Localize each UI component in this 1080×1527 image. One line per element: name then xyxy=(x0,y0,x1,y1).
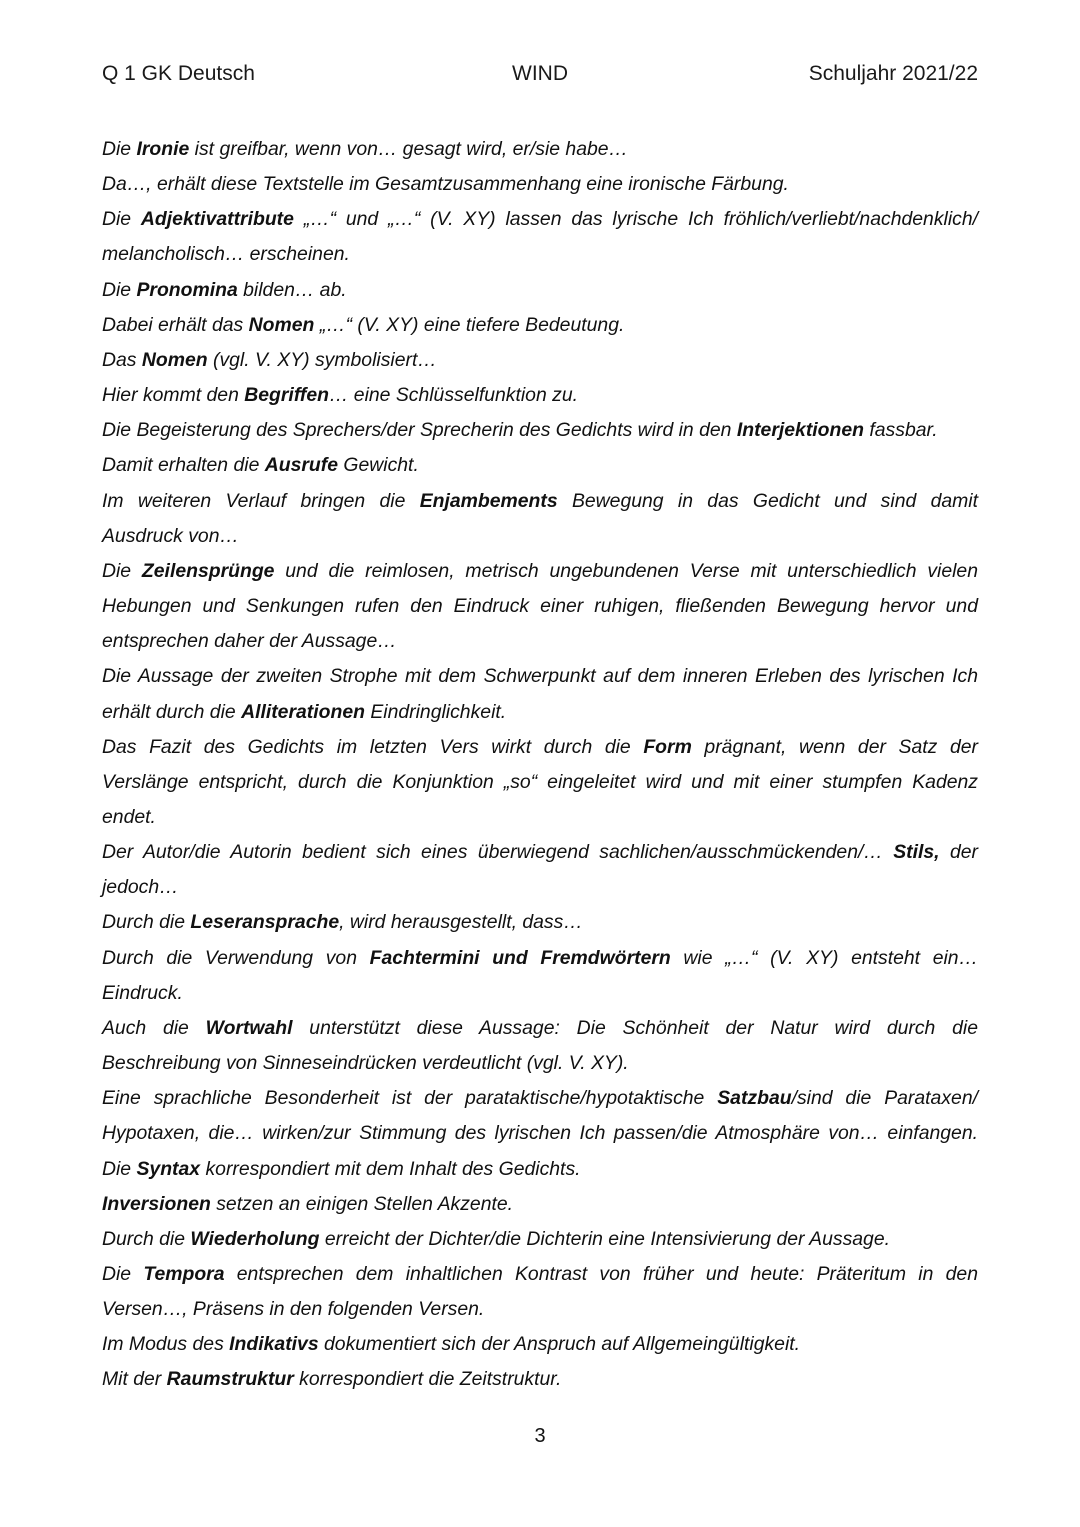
text-line xyxy=(102,941,978,976)
text-line xyxy=(102,1081,978,1116)
text-run: fassbar. xyxy=(864,419,938,442)
text-run: Der Autor/die Autorin bedient sich eines überwiegend sachlichen/ausschmückenden/… xyxy=(102,841,894,864)
bold-term: Indikativs xyxy=(229,1333,319,1356)
text-run: Da…, erhält diese Textstelle im Gesamtzusammenhang eine ironische Färbung. xyxy=(102,173,789,196)
text-line xyxy=(102,484,978,519)
bold-term: Zeilensprünge xyxy=(141,559,275,582)
text-run: Durch die Verwendung von xyxy=(102,946,370,969)
text-line xyxy=(102,659,978,694)
text-run: jedoch… xyxy=(102,876,179,899)
text-line xyxy=(102,1327,978,1362)
text-run: erhält durch die xyxy=(102,700,242,723)
bold-term: Ironie xyxy=(136,138,190,160)
text-line xyxy=(102,1116,978,1151)
text-line xyxy=(102,1362,978,1397)
bold-term: Inversionen xyxy=(102,1192,211,1215)
text-run: Verslänge entspricht, durch die Konjunktion „so“ eingeleitet wird und mit einer stumpfen Kadenz xyxy=(102,770,978,793)
text-line xyxy=(102,589,978,624)
text-run: Hebungen und Senkungen rufen den Eindruck einer ruhigen, fließenden Bewegung hervor und xyxy=(102,595,978,618)
text-run: Eindringlichkeit. xyxy=(364,700,507,723)
text-line xyxy=(102,976,978,1011)
text-line xyxy=(102,1222,978,1257)
course-label: Q 1 GK Deutsch xyxy=(102,62,255,85)
text-run: Dabei erhält das xyxy=(102,313,249,336)
bold-term: Enjambements xyxy=(419,489,558,512)
text-run: bilden… ab. xyxy=(237,278,347,301)
document-title: WIND xyxy=(512,62,568,85)
text-line xyxy=(102,765,978,800)
bold-term: Begriffen xyxy=(244,384,330,407)
text-line xyxy=(102,870,978,905)
text-run: Die xyxy=(102,278,137,301)
text-run: Das xyxy=(102,348,142,371)
text-line xyxy=(102,237,978,272)
text-run: entsprechen dem inhaltlichen Kontrast von früher und heute: Präteritum in den xyxy=(224,1263,978,1285)
text-line xyxy=(102,800,978,835)
text-run: setzen an einigen Stellen Akzente. xyxy=(210,1192,514,1215)
text-run: Hier kommt den xyxy=(102,384,245,407)
text-run: … eine Schlüsselfunktion zu. xyxy=(329,384,578,407)
bold-term: Nomen xyxy=(141,348,208,371)
text-line xyxy=(102,1011,978,1046)
text-run: Versen…, Präsens in den folgenden Versen. xyxy=(102,1298,485,1321)
bold-term: Alliterationen xyxy=(241,700,365,723)
bold-term: Syntax xyxy=(136,1157,201,1180)
bold-term: Fachtermini und Fremdwörtern xyxy=(369,946,671,969)
text-run: , wird herausgestellt, dass… xyxy=(339,911,583,934)
text-run: Die xyxy=(102,559,142,582)
text-run: Beschreibung von Sinneseindrücken verdeutlicht (vgl. V. XY). xyxy=(102,1052,629,1075)
text-line xyxy=(102,448,978,483)
text-line xyxy=(102,554,978,589)
text-run: Im Modus des xyxy=(102,1333,230,1356)
text-run: „…“ und „…“ (V. XY) lassen das lyrische Ich fröhlich/verliebt/nachdenklich/ xyxy=(293,208,979,231)
text-run: entsprechen daher der Aussage… xyxy=(102,630,397,653)
bold-term: Stils, xyxy=(893,841,940,864)
text-line xyxy=(102,167,978,202)
text-line xyxy=(102,835,978,870)
text-run: Die xyxy=(102,208,141,231)
text-line xyxy=(102,308,978,343)
bold-term: Pronomina xyxy=(136,278,238,301)
text-run: der xyxy=(939,841,978,864)
bold-term: Wiederholung xyxy=(190,1227,320,1250)
school-year-label: Schuljahr 2021/22 xyxy=(808,62,978,85)
text-run: endet. xyxy=(102,805,156,828)
text-run: Ausdruck von… xyxy=(102,524,239,547)
text-line xyxy=(102,1257,978,1292)
text-line xyxy=(102,1187,978,1222)
text-run: (vgl. V. XY) symbolisiert… xyxy=(207,348,437,371)
text-run: Mit der xyxy=(102,1368,167,1391)
text-run: Hypotaxen, die… wirken/zur Stimmung des lyrischen Ich passen/die Atmosphäre von… einfangen. xyxy=(102,1122,978,1145)
bold-term: Interjektionen xyxy=(736,419,864,442)
text-line xyxy=(102,378,978,413)
text-line xyxy=(102,519,978,554)
text-run: Durch die xyxy=(102,1227,191,1250)
text-run: Die xyxy=(102,138,137,160)
text-run: Im weiteren Verlauf bringen die xyxy=(102,489,420,512)
text-line xyxy=(102,273,978,308)
text-run: Auch die xyxy=(102,1016,206,1039)
text-line xyxy=(102,132,978,167)
text-run: wie „…“ (V. XY) entsteht ein… xyxy=(670,946,978,969)
text-run: Damit erhalten die xyxy=(102,454,265,477)
text-run: Gewicht. xyxy=(338,454,419,477)
text-run: dokumentiert sich der Anspruch auf Allgemeingültigkeit. xyxy=(318,1333,801,1356)
text-run: Eindruck. xyxy=(102,981,183,1004)
text-run: Die Aussage der zweiten Strophe mit dem Schwerpunkt auf dem inneren Erleben des lyrischen Ich xyxy=(102,665,978,688)
page-number: 3 xyxy=(534,1425,546,1447)
bold-term: Leseransprache xyxy=(190,911,340,934)
text-run: erreicht der Dichter/die Dichterin eine Intensivierung der Aussage. xyxy=(319,1227,891,1250)
bold-term: Wortwahl xyxy=(205,1016,293,1039)
text-run: /sind die Parataxen/ xyxy=(791,1087,978,1110)
text-run: Bewegung in das Gedicht und sind damit xyxy=(557,489,978,512)
text-line xyxy=(102,624,978,659)
bold-term: Satzbau xyxy=(717,1087,792,1110)
text-line xyxy=(102,413,978,448)
text-line xyxy=(102,1046,978,1081)
bold-term: Nomen xyxy=(248,313,315,336)
text-line xyxy=(102,202,978,237)
text-run: unterstützt diese Aussage: Die Schönheit der Natur wird durch die xyxy=(292,1016,978,1039)
text-line xyxy=(102,695,978,730)
text-run: korrespondiert mit dem Inhalt des Gedichts. xyxy=(200,1157,581,1180)
text-line xyxy=(102,730,978,765)
text-run: Das Fazit des Gedichts im letzten Vers wirkt durch die xyxy=(102,735,644,758)
text-run: und die reimlosen, metrisch ungebundenen Verse mit unterschiedlich vielen xyxy=(274,559,978,582)
text-run: Durch die xyxy=(102,911,191,934)
text-run: Die Begeisterung des Sprechers/der Sprecherin des Gedichts wird in den xyxy=(102,419,737,442)
text-line xyxy=(102,1292,978,1327)
text-run: prägnant, wenn der Satz der xyxy=(691,735,978,758)
text-run: Die xyxy=(102,1263,144,1285)
bold-term: Raumstruktur xyxy=(166,1368,294,1391)
text-line xyxy=(102,1152,978,1187)
text-run: korrespondiert die Zeitstruktur. xyxy=(293,1368,562,1391)
text-line xyxy=(102,343,978,378)
text-line xyxy=(102,905,978,940)
text-run: Eine sprachliche Besonderheit ist der parataktische/hypotaktische xyxy=(102,1087,718,1110)
text-run: „…“ (V. XY) eine tiefere Bedeutung. xyxy=(314,313,625,336)
text-run: melancholisch… erscheinen. xyxy=(102,243,350,266)
bold-term: Ausrufe xyxy=(264,454,339,477)
document-body xyxy=(102,132,978,1398)
text-run: ist greifbar, wenn von… gesagt wird, er/sie habe… xyxy=(189,138,628,160)
bold-term: Tempora xyxy=(143,1263,225,1285)
bold-term: Adjektivattribute xyxy=(140,208,294,231)
page-header xyxy=(102,62,978,92)
bold-term: Form xyxy=(643,735,692,758)
text-run: Die xyxy=(102,1157,137,1180)
